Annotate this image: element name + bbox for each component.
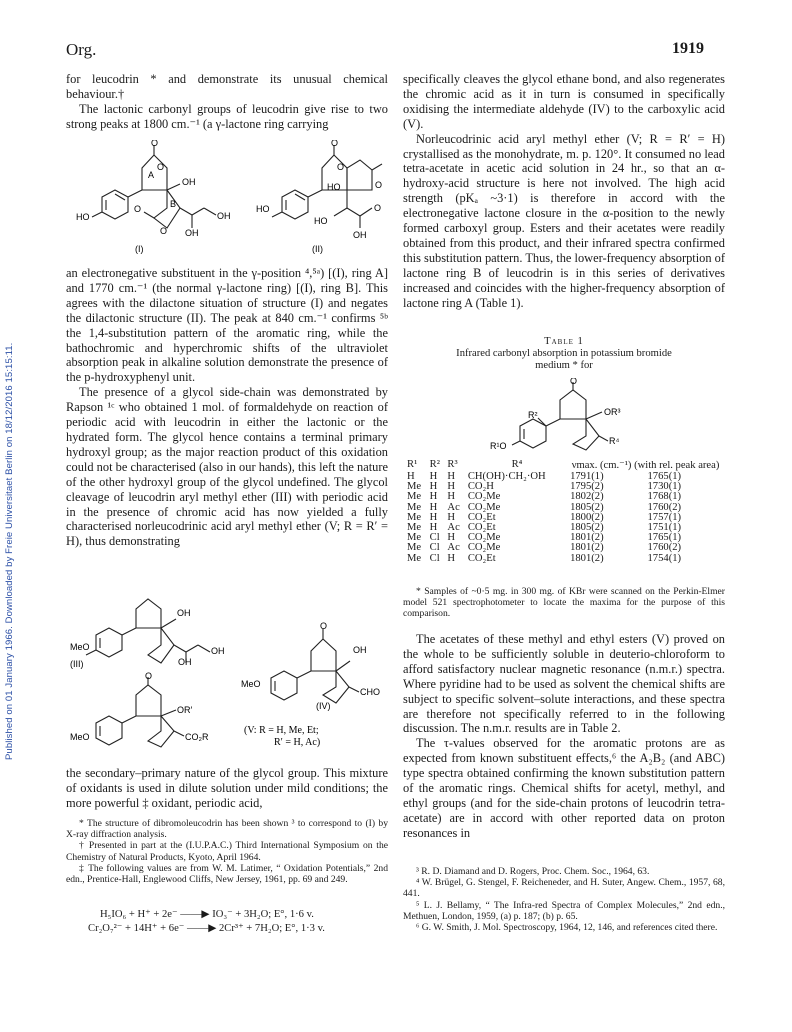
atom-label: HO (76, 212, 90, 222)
paragraph: The acetates of these methyl and ethyl esters (V) proved on the whole to be sufficiently soluble in deuterio-chloroform to afford satisfactory nuclear magnetic resonance (n.m.r.) spectra. Where pyridine had to be used as solvent the chemical shifts are subject to specific solvent–solute interactions, and these spectra are therefore not specifically referred to in the following discussion. The n.m.r. results are in Table 2. (403, 632, 725, 736)
atom-label: OH (353, 645, 367, 655)
left-column-bottom (66, 766, 388, 811)
atom-label: MeO (241, 679, 261, 689)
paragraph: The presence of a glycol side-chain was demonstrated by Rapson ¹ᶜ who obtained 1 mol. of formaldehyde on reaction of periodic acid with leucodrin in either the lactonic or the hydrated form. The glycol hence contains a terminal primary hydroxyl group; as the major reaction product of this oxidation could not be characterised (also in our hands), this left the nature of the other hydroxyl group of the glycol undefined. The glycol cleavage of leucodrin aryl methyl ether (III) with periodic acid in the presence of chromic acid has now yielded a fully characterised norleucodrinic acid aryl methyl ether (V; R = R′ = H), thus demonstrating (66, 385, 388, 549)
left-column-body (66, 266, 388, 549)
table-caption: Infrared carbonyl absorption in potassium bromide medium * for (456, 348, 672, 372)
atom-label: OH (182, 177, 196, 187)
footnotes (66, 818, 388, 885)
reference: ⁴ W. Brügel, G. Stengel, F. Reicheneder, and H. Suter, Angew. Chem., 1957, 68, 441. (403, 877, 725, 900)
column-header: νmax. (cm.⁻¹) (with rel. peak area) (571, 460, 720, 471)
paragraph: Norleucodrinic acid aryl methyl ether (V; R = R′ = H) crystallised as the monohydrate, m. p. 120°. It consumed no lead tetra-acetate in acetic acid solution in 24 hr., so that an α-hydroxy-acid structure is here not involved. The high acid strength (pKₐ ~3·1) is therefore in accord with the electronegative lactone closure in the α-position to the newly formed carboxyl group. Esters and their acetates were readily obtained from this product, and their infrared spectra confirmed this substitution pattern. Thus, the lower-frequency absorption of lactone ring B of leucodrin is in this series of derivatives increased and coincides with the higher-frequency absorption of lactone ring A (Table 1). (403, 131, 725, 310)
structure-label-II: (II) (312, 244, 323, 254)
footnote: † Presented in part at the (I.U.P.A.C.) Third International Symposium on the Chemistry of Natural Products, Kyoto, April 1964. (66, 840, 388, 863)
atom-label: O (320, 621, 328, 631)
left-column-top (66, 72, 388, 132)
atom-label: OR′ (177, 705, 193, 715)
column-header: R⁴ (511, 459, 523, 470)
atom-label: O (145, 671, 153, 681)
structure-V-definition: R′ = H, Ac) (274, 737, 321, 748)
table-row: Me H Ac CO₂Et 1805(2) 1751(1) (407, 522, 682, 534)
atom-label: HO (256, 204, 270, 214)
paragraph: The lactonic carbonyl groups of leucodrin give rise to two strong peaks at 1800 cm.⁻¹ (a γ-lactone ring carrying (66, 101, 388, 131)
column-header: R² (429, 459, 440, 470)
atom-label: OH (217, 211, 231, 221)
journal-section-header: Org. (66, 40, 97, 59)
footnote: ‡ The following values are from W. M. Latimer, “ Oxidation Potentials,” 2nd edn., Prentice-Hall, Englewood Cliffs, New Jersey, 1961, pp. 69 and 249. (66, 862, 388, 886)
atom-label: R² (528, 410, 538, 420)
atom-label: O (374, 203, 382, 213)
atom-label: O (337, 162, 345, 172)
atom-label: O (157, 162, 165, 172)
structure-label-III: (III) (70, 659, 84, 669)
atom-label: OH (178, 657, 192, 667)
atom-label: CHO (360, 687, 380, 697)
table-row: Me Cl H CO₂Me 1801(2) 1765(1) (407, 532, 682, 544)
paragraph: the secondary–primary nature of the glycol group. This mixture of oxidants is used in dilute solution under mild conditions; the more powerful ‡ oxidant, periodic acid, (66, 766, 388, 810)
paragraph: The τ-values observed for the aromatic protons are as expected from known substituent effects,⁶ the A₂B₂ (and ABC) type spectra obtained confirming the known substitution pattern of the aromatic rings. Chemical shifts for acetyl, methyl, and ethyl groups (and for the side-chain protons of leucodrin tetra-acetate) are in accord with other reported data on proton resonances in (403, 736, 725, 840)
atom-label: R⁴ (609, 436, 620, 446)
atom-label: MeO (70, 732, 90, 742)
atom-label: R¹O (490, 441, 507, 451)
atom-label: OH (353, 230, 367, 240)
reference: ⁵ L. J. Bellamy, “ The Infra-red Spectra of Complex Molecules,” 2nd edn., Methuen, London, 1959, (a) p. 187; (b) p. 65. (403, 899, 725, 922)
reference: ³ R. D. Diamand and D. Rogers, Proc. Chem. Soc., 1964, 63. (416, 866, 650, 877)
table-row: H H H CH(OH)·CH₂·OH 1791(1) 1765(1) (407, 471, 682, 482)
atom-label: MeO (70, 642, 90, 652)
table-structure (480, 378, 650, 460)
paragraph: for leucodrin * and demonstrate its unusual chemical behaviour.† (66, 72, 388, 101)
table-row: Me H Ac CO₂Me 1805(2) 1760(2) (407, 501, 682, 513)
table-row: Me H H CO₂H 1795(2) 1730(1) (407, 481, 682, 493)
ring-label: A (148, 170, 155, 180)
atom-label: HO (314, 216, 328, 226)
structures-I-II (72, 140, 394, 270)
structure-label-I: (I) (135, 244, 144, 254)
atom-label: O (331, 140, 339, 148)
structure-V-definition: (V: R = H, Me, Et; (244, 725, 319, 736)
atom-label: OH (177, 608, 191, 618)
table-heading (403, 336, 725, 373)
download-watermark: Published on 01 January 1966. Downloaded by Freie Universitaet Berlin on 18/12/2016 15:15:11. (4, 342, 15, 760)
atom-label: O (160, 226, 168, 236)
references (403, 866, 725, 933)
structures-III-IV-V (66, 595, 390, 755)
table-footnote: * Samples of ~0·5 mg. in 300 mg. of KBr were scanned on the Perkin-Elmer model 521 spectrophotometer to locate the maxima for the purpose of this comparison. (403, 586, 725, 620)
atom-label: O (375, 180, 383, 190)
page-number: 1919 (672, 40, 704, 57)
table-row: Me H H CO₂Me 1802(2) 1768(1) (407, 491, 682, 503)
table-row: Me Cl Ac CO₂Me 1801(2) 1760(2) (407, 542, 682, 554)
atom-label: OH (211, 646, 225, 656)
paragraph: an electronegative substituent in the γ-position ⁴,⁵ᵃ) [(I), ring A] and 1770 cm.⁻¹ (the normal γ-lactone ring) [(I), ring B]. This agrees with the dilactone situation of structure (I) and negates the dilactonic structure (II). The peak at 840 cm.⁻¹ confirms ⁵ᵇ the 1,4-substitution pattern of the aromatic ring, while the bathochromic and hyperchromic shifts of the ultraviolet absorption peak in alkaline solution demonstrate the presence of the p-hydroxyphenyl unit. (66, 266, 388, 385)
equation-1: H₅IO₆ + H⁺ + 2e⁻ ——▶ IO₃⁻ + 3H₂O; E°, 1·6 v. (100, 909, 314, 920)
atom-label: CO₂R (185, 732, 209, 742)
column-header: R¹ (407, 459, 418, 470)
ring-label: B (170, 199, 177, 209)
infrared-table (405, 460, 723, 564)
atom-label: O (151, 140, 159, 148)
atom-label: OH (185, 228, 199, 238)
right-column-body (403, 632, 725, 841)
table-title: Table 1 (544, 336, 584, 347)
atom-label: HO (327, 182, 341, 192)
atom-label: O (570, 378, 578, 386)
reference: ⁶ G. W. Smith, J. Mol. Spectroscopy, 1964, 12, 146, and references cited there. (416, 922, 718, 934)
atom-label: OR³ (604, 407, 621, 417)
footnote: * The structure of dibromoleucodrin has been shown ³ to correspond to (I) by X-ray diffraction analysis. (66, 818, 388, 841)
equation-2: Cr₂O₇²⁻ + 14H⁺ + 6e⁻ ——▶ 2Cr³⁺ + 7H₂O; E°, 1·3 v. (88, 923, 325, 934)
structure-label-IV: (IV) (316, 701, 331, 711)
table-row: Me Cl H CO₂Et 1801(2) 1754(1) (407, 552, 682, 564)
column-header: R³ (447, 459, 458, 470)
atom-label: O (134, 204, 142, 214)
table-row: Me H H CO₂Et 1800(2) 1757(1) (407, 511, 682, 523)
right-column-top (403, 72, 725, 311)
paragraph: specifically cleaves the glycol ethane bond, and also regenerates the chromic acid as it in turn is consumed in specifically oxidising the intermediate aldehyde (IV) to the carboxylic acid (V). (403, 72, 725, 131)
